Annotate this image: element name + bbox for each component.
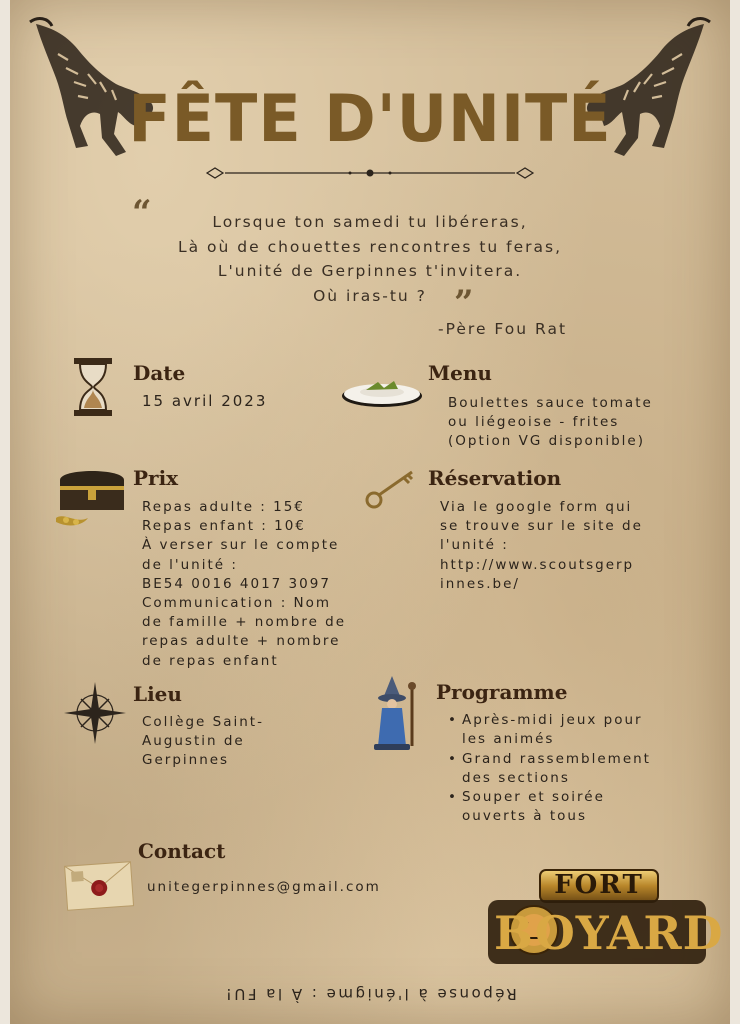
menu-line: Boulettes sauce tomate	[448, 395, 653, 411]
lieu-line: Augustin de	[142, 733, 245, 750]
quote-block	[0, 210, 740, 308]
prix-line: de l'unité :	[142, 556, 238, 573]
fort-boyard-logo	[484, 866, 724, 972]
quote-line: Là où de chouettes rencontres tu feras,	[177, 237, 563, 256]
reservation-line: Via le google form qui	[440, 499, 633, 515]
logo-boyard: BOYARD	[494, 906, 724, 960]
date-value: 15 avril 2023	[142, 392, 268, 410]
reservation-link[interactable]: innes.be/	[440, 575, 520, 592]
prix-line: de famille + nombre de	[142, 614, 347, 631]
prix-line: Repas adulte : 15€	[142, 499, 305, 515]
sealed-letter-icon	[62, 856, 136, 914]
programme-list	[448, 711, 668, 827]
quote-author: -Père Fou Rat	[438, 320, 568, 338]
programme-item: • Après-midi jeux pour les animés	[448, 711, 668, 750]
date-heading: Date	[133, 361, 186, 385]
plate-icon	[340, 372, 424, 410]
quote-open-icon: “	[132, 193, 152, 233]
prix-text	[142, 498, 346, 671]
reservation-heading: Réservation	[428, 466, 562, 490]
reservation-line: l'unité :	[440, 537, 509, 554]
treasure-chest-icon	[54, 462, 130, 530]
riddle-answer: Réponse à l'énigme : À la FU!	[223, 985, 517, 1003]
logo-fort: FORT	[554, 870, 644, 900]
menu-line: (Option VG disponible)	[448, 433, 645, 450]
key-icon	[364, 466, 418, 510]
reservation-link[interactable]: http://www.scoutsgerp	[440, 556, 635, 573]
programme-heading: Programme	[436, 680, 568, 704]
page-title: FÊTE D'UNITÉ	[128, 80, 612, 157]
programme-item: • Grand rassemblement des sections	[448, 750, 668, 789]
quote-line: Où iras-tu ?	[313, 286, 427, 305]
compass-icon	[60, 674, 130, 752]
prix-line: repas adulte + nombre	[142, 633, 341, 650]
lieu-line: Collège Saint-	[142, 714, 264, 730]
lieu-line: Gerpinnes	[142, 752, 230, 769]
menu-heading: Menu	[428, 361, 492, 385]
lieu-text	[142, 713, 264, 771]
menu-line: ou liégeoise - frites	[448, 414, 620, 431]
lieu-heading: Lieu	[133, 682, 182, 706]
ornament-divider	[205, 164, 535, 182]
prix-heading: Prix	[133, 466, 179, 490]
prix-line: Communication : Nom	[142, 595, 332, 612]
quote-line: Lorsque ton samedi tu libéreras,	[212, 213, 528, 231]
prix-line: Repas enfant : 10€	[142, 518, 306, 535]
quote-close-icon: ”	[454, 283, 474, 323]
quote-line: L'unité de Gerpinnes t'invitera.	[217, 262, 523, 280]
contact-email[interactable]: unitegerpinnes@gmail.com	[147, 879, 381, 895]
contact-heading: Contact	[138, 839, 226, 863]
prix-line: BE54 0016 4017 3097	[142, 575, 331, 592]
wizard-figurine-icon	[370, 674, 424, 754]
menu-text	[448, 394, 653, 452]
prix-line: de repas enfant	[142, 652, 279, 669]
reservation-text	[440, 498, 643, 594]
hourglass-icon	[72, 356, 114, 418]
programme-item: • Souper et soirée ouverts à tous	[448, 788, 668, 827]
prix-line: À verser sur le compte	[142, 537, 340, 554]
reservation-line: se trouve sur le site de	[440, 518, 643, 535]
